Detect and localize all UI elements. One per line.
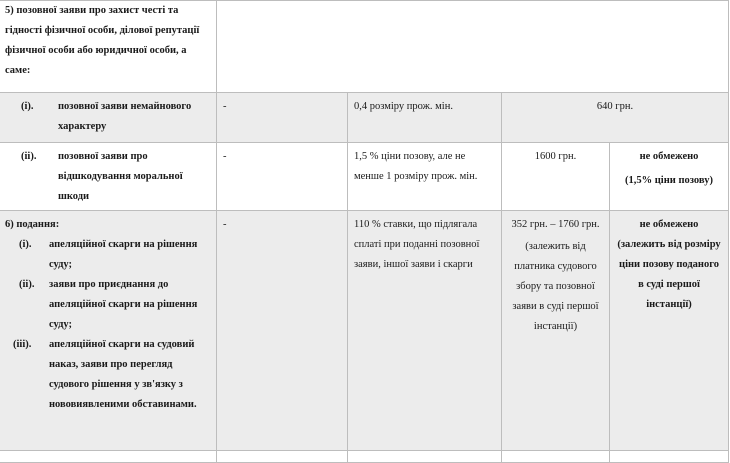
item-number: (i).	[19, 239, 32, 250]
row-5ii-max-note: (1,5% ціни позову)	[625, 175, 713, 186]
row-6-amount-cell	[502, 211, 610, 451]
list-item-label: апеляційної скарги на судовий наказ, заяви про перегляд судового рішення у зв'язку з нововиявленими обставинами.	[49, 339, 197, 410]
empty-cell	[217, 1, 729, 93]
list-item	[5, 275, 210, 335]
list-item-label: заяви про приєднання до апеляційної скарги на рішення суду;	[49, 279, 198, 330]
section-6-cell	[0, 211, 217, 451]
table-row	[0, 451, 729, 463]
row-6-col2: -	[217, 211, 348, 451]
row-5i-col2: -	[217, 93, 348, 143]
row-5i-label: позовної заяви немайнового характеру	[58, 101, 192, 132]
table-row	[0, 1, 729, 93]
item-number: (ii).	[21, 151, 37, 162]
row-5ii-col2: -	[217, 143, 348, 211]
row-6-max-cell	[610, 211, 729, 451]
section-5-heading	[0, 1, 217, 93]
item-number: (i).	[21, 101, 34, 112]
empty-cell	[0, 451, 217, 463]
empty-cell	[348, 451, 502, 463]
section-5-heading-text: 5) позовної заяви про захист честі та гідності фізичної особи, ділової репутації фізичної особи або юридичної особи, а саме:	[5, 5, 200, 76]
row-6-amount: 352 грн. – 1760 грн.	[511, 219, 600, 230]
empty-cell	[502, 451, 610, 463]
list-item-label: апеляційної скарги на рішення суду;	[49, 239, 198, 270]
empty-cell	[610, 451, 729, 463]
row-5ii-amount: 1600 грн.	[502, 143, 610, 211]
list-item	[5, 235, 210, 275]
list-item	[5, 335, 210, 415]
row-5ii-label: позовної заяви про відшкодування моральної шкоди	[58, 151, 183, 202]
table-row	[0, 143, 729, 211]
row-6-max: не обмежено	[639, 219, 699, 230]
item-number: (iii).	[13, 339, 32, 350]
row-6-rate: 110 % ставки, що підлягала сплаті при поданні позовної заяви, іншої заяви і скарги	[348, 211, 502, 451]
table-row	[0, 211, 729, 451]
row-5i-label-cell	[0, 93, 217, 143]
row-5ii-rate: 1,5 % ціни позову, але не менше 1 розміру прож. мін.	[348, 143, 502, 211]
item-number: (ii).	[19, 279, 35, 290]
row-6-amount-note: (залежить від платника судового збору та позовної заяви в суді першої інстанції)	[512, 241, 599, 332]
table-row	[0, 93, 729, 143]
row-6-max-note: (залежить від розміру ціни позову поданого в суді першої інстанції)	[617, 239, 721, 310]
row-5i-amount: 640 грн.	[502, 93, 729, 143]
empty-cell	[217, 451, 348, 463]
row-5ii-max-cell	[610, 143, 729, 211]
section-6-heading: 6) подання:	[5, 219, 60, 230]
row-5ii-max: не обмежено	[639, 151, 699, 162]
row-5i-rate: 0,4 розміру прож. мін.	[348, 93, 502, 143]
row-5ii-label-cell	[0, 143, 217, 211]
